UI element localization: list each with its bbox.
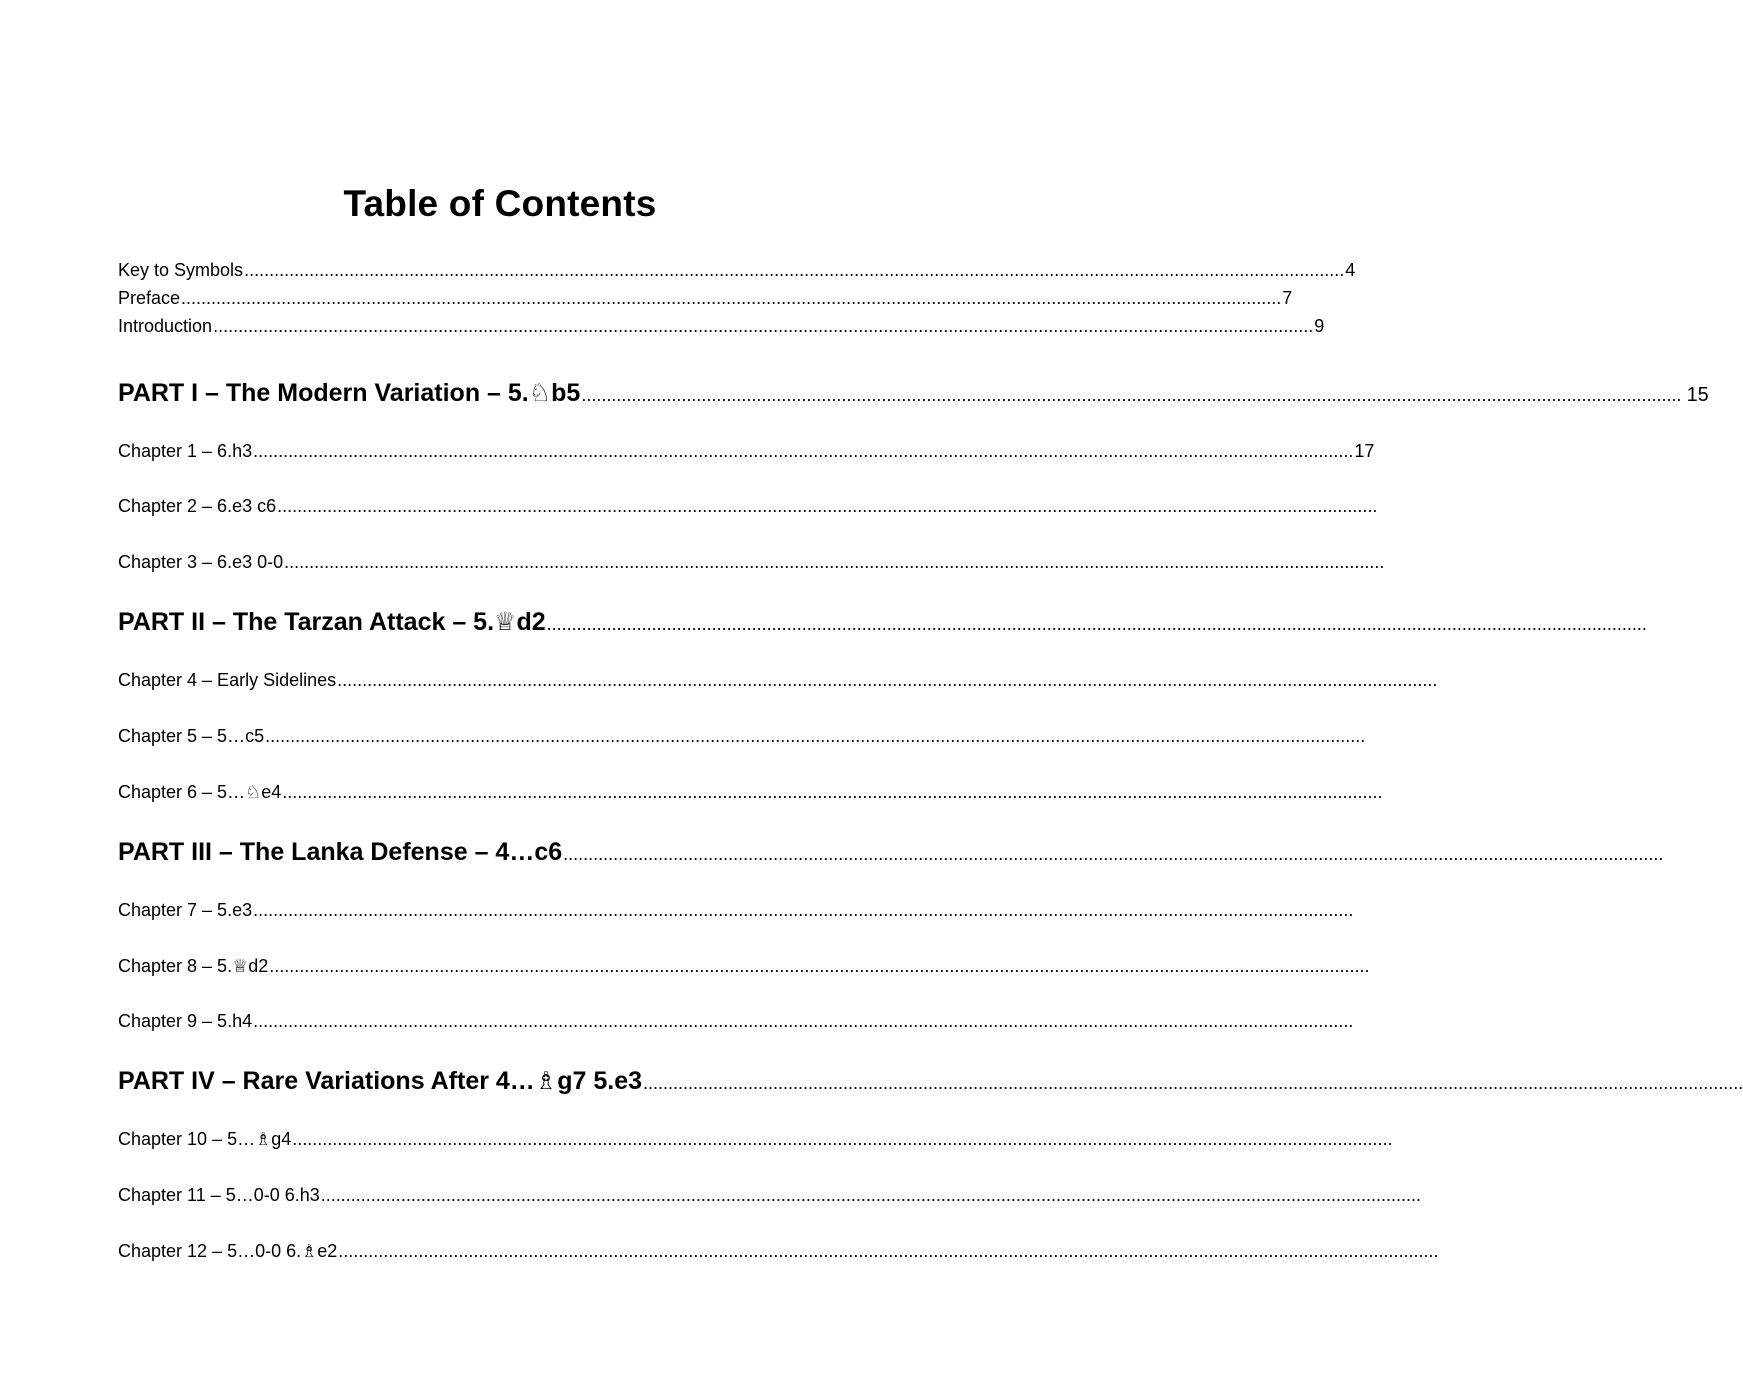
toc-entry (118, 550, 1385, 574)
toc-entry-text: Chapter 2 – 6.e3 c6 (118, 496, 277, 516)
toc-part-heading (118, 377, 1709, 409)
toc-entry-text: Chapter 11 – 5…0-0 6.h3 (118, 1185, 320, 1205)
dot-leader: ............................................................................................................................................................................................................................ (338, 1241, 1439, 1261)
toc-entry-text: d2 (248, 956, 269, 976)
queen-icon: ♕ (232, 956, 249, 977)
toc-entry-label (118, 668, 336, 692)
toc-entry (118, 494, 1378, 518)
dot-leader: ............................................................................................................................................................................................................................ (282, 782, 1383, 802)
toc-entry-label (118, 494, 276, 518)
toc-entry (118, 314, 1325, 338)
toc-entry-text: Preface (118, 288, 181, 308)
dot-leader: ............................................................................................................................................................................................................................ (337, 670, 1438, 690)
toc-entry-page: 9 (1314, 316, 1325, 336)
dot-leader: ............................................................................................................................................................................................................................ (643, 1073, 1743, 1093)
toc-entry-label (118, 954, 268, 979)
toc-entry (118, 898, 1354, 922)
dot-leader: ............................................................................................................................................................................................................................ (320, 1185, 1422, 1205)
page-title: Table of Contents (343, 183, 657, 224)
toc-entry-text: PART IV – Rare Variations After 4… (118, 1067, 535, 1095)
toc-entry (118, 780, 1383, 804)
toc-entry-text: d2 (516, 608, 546, 636)
toc-entry-text: Key to Symbols (118, 260, 244, 280)
dot-leader: ............................................................................................................................................................................................................................ (563, 844, 1664, 864)
dot-leader: ............................................................................................................................................................................................................................ (244, 260, 1345, 280)
dot-leader: ............................................................................................................................................................................................................................ (253, 441, 1354, 461)
toc-entry-text: Chapter 3 – 6.e3 0-0 (118, 552, 284, 572)
toc-entry-label (118, 1183, 320, 1207)
toc-entry-label (118, 550, 283, 574)
toc-entry-text: Chapter 4 – Early Sidelines (118, 670, 337, 690)
toc-entry (118, 286, 1293, 310)
toc-entry (118, 668, 1438, 692)
toc-entry-label (118, 1127, 291, 1152)
toc-part-heading (118, 836, 1664, 868)
toc-entry (118, 1009, 1354, 1033)
toc-part-label (118, 836, 562, 868)
toc-entry-text: Chapter 10 – 5… (118, 1129, 256, 1149)
toc-part-label (118, 1065, 642, 1097)
bishop-icon: ♗ (534, 1066, 558, 1095)
dot-leader: ............................................................................................................................................................................................................................ (213, 316, 1314, 336)
toc-entry (118, 1183, 1422, 1207)
toc-entry-text: e4 (261, 782, 282, 802)
toc-entry-label (118, 258, 243, 282)
toc-entry-text: e2 (317, 1241, 338, 1261)
queen-icon: ♕ (494, 607, 517, 636)
toc-entry (118, 954, 1370, 978)
toc-entry-label (118, 780, 281, 805)
toc-entry-label (118, 286, 180, 310)
dot-leader: ............................................................................................................................................................................................................................ (284, 552, 1385, 572)
toc-part-heading (118, 1065, 1743, 1097)
toc-entry (118, 1239, 1439, 1263)
toc-entry-text: PART I – The Modern Variation – 5. (118, 379, 529, 407)
toc-entry-page: 17 (1354, 441, 1375, 461)
bishop-icon: ♗ (255, 1129, 272, 1150)
dot-leader: ............................................................................................................................................................................................................................ (181, 288, 1282, 308)
dot-leader: ............................................................................................................................................................................................................................ (269, 956, 1370, 976)
toc-entry-text: Chapter 7 – 5.e3 (118, 900, 253, 920)
toc-entry-text: Chapter 5 – 5…c5 (118, 726, 265, 746)
dot-leader: ............................................................................................................................................................................................................................ (265, 726, 1366, 746)
toc-entry-text: PART II – The Tarzan Attack – 5. (118, 608, 495, 636)
dot-leader: ............................................................................................................................................................................................................................ (277, 496, 1378, 516)
toc-entry-label (118, 898, 252, 922)
dot-leader: ............................................................................................................................................................................................................................ (253, 900, 1354, 920)
toc-entry-label (118, 724, 264, 748)
toc-entry (118, 1127, 1393, 1151)
toc-entry-page: 15 (1686, 384, 1709, 406)
dot-leader: ............................................................................................................................................................................................................................ (292, 1129, 1393, 1149)
toc-part-heading (118, 606, 1647, 638)
toc-entry-text: g4 (271, 1129, 292, 1149)
bishop-icon: ♗ (301, 1241, 318, 1262)
toc-entry-text: PART III – The Lanka Defense – 4…c6 (118, 838, 563, 866)
toc-entry-text: Chapter 6 – 5… (118, 782, 246, 802)
toc-entry-page: 7 (1282, 288, 1293, 308)
toc-entry-text: Chapter 1 – 6.h3 (118, 441, 253, 461)
toc-entry-text: Chapter 8 – 5. (118, 956, 233, 976)
knight-icon: ♘ (245, 782, 262, 803)
toc-part-label (118, 377, 580, 409)
toc-entry-label (118, 1239, 337, 1264)
dot-leader: ............................................................................................................................................................................................................................ (581, 385, 1682, 405)
toc-entry (118, 439, 1375, 463)
toc-part-label (118, 606, 546, 638)
toc-entry-text: Chapter 12 – 5…0-0 6. (118, 1241, 302, 1261)
toc-entry (118, 258, 1356, 282)
toc-entry (118, 724, 1366, 748)
toc-entry-text: Chapter 9 – 5.h4 (118, 1011, 253, 1031)
toc-entry-text: g7 5.e3 (557, 1067, 642, 1095)
toc-entry-text: Introduction (118, 316, 213, 336)
toc-entry-label (118, 314, 212, 338)
toc-entry-label (118, 1009, 252, 1033)
dot-leader: ............................................................................................................................................................................................................................ (546, 614, 1647, 634)
toc-entry-label (118, 439, 252, 463)
toc-entry-text: b5 (551, 379, 581, 407)
toc-entry-page: 4 (1345, 260, 1356, 280)
knight-icon: ♘ (528, 378, 552, 407)
dot-leader: ............................................................................................................................................................................................................................ (253, 1011, 1354, 1031)
